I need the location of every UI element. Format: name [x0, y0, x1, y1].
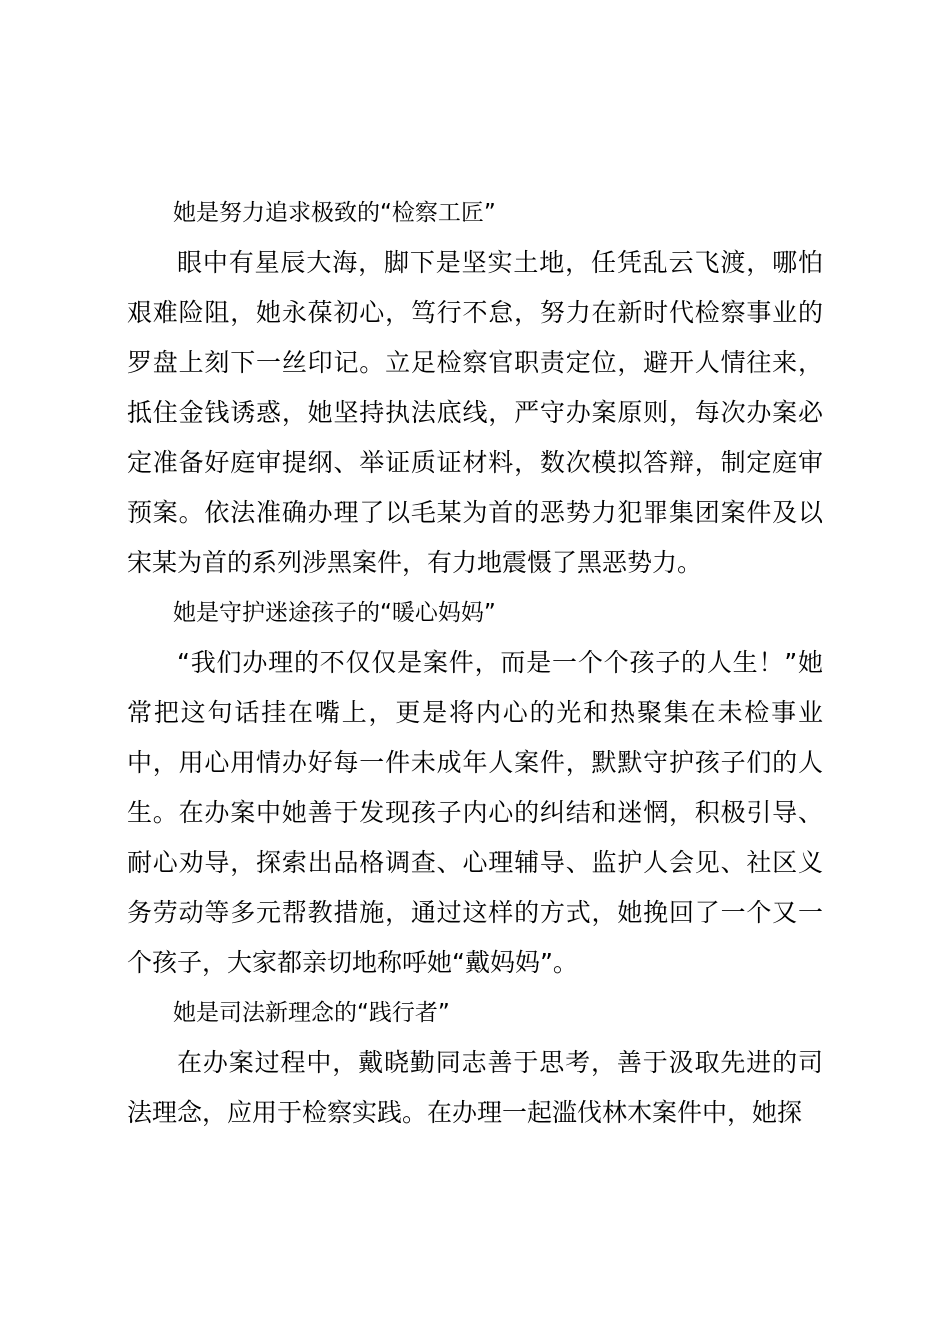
section-heading-2: 她是守护迷途孩子的“暖心妈妈” [173, 600, 496, 626]
section-paragraph-3: 在办案过程中，戴晓勤同志善于思考，善于汲取先进的司法理念，应用于检察实践。在办理一起滥伐林木案件中，她探 [127, 1048, 823, 1127]
section-heading-3: 她是司法新理念的“践行者” [173, 1000, 450, 1026]
section-paragraph-1: 眼中有星辰大海，脚下是坚实土地，任凭乱云飞渡，哪怕艰难险阻，她永葆初心，笃行不怠，努力在新时代检察事业的罗盘上刻下一丝印记。立足检察官职责定位，避开人情往来，抵住金钱诱惑，她坚持执法底线，严守办案原则，每次办案必定准备好庭审提纲、举证质证材料，数次模拟答辩，制定庭审预案。依法准确办理了以毛某为首的恶势力犯罪集团案件及以宋某为首的系列涉黑案件，有力地震慑了黑恶势力。 [127, 248, 823, 577]
document-body [127, 188, 823, 1138]
section-heading-1: 她是努力追求极致的“检察工匠” [173, 200, 496, 226]
section-paragraph-2: “我们办理的不仅仅是案件，而是一个个孩子的人生！”她常把这句话挂在嘴上，更是将内心的光和热聚集在未检事业中，用心用情办好每一件未成年人案件，默默守护孩子们的人生。在办案中她善于发现孩子内心的纠结和迷惘，积极引导、耐心劝导，探索出品格调查、心理辅导、监护人会见、社区义务劳动等多元帮教措施，通过这样的方式，她挽回了一个又一个孩子，大家都亲切地称呼她“戴妈妈”。 [127, 648, 823, 977]
